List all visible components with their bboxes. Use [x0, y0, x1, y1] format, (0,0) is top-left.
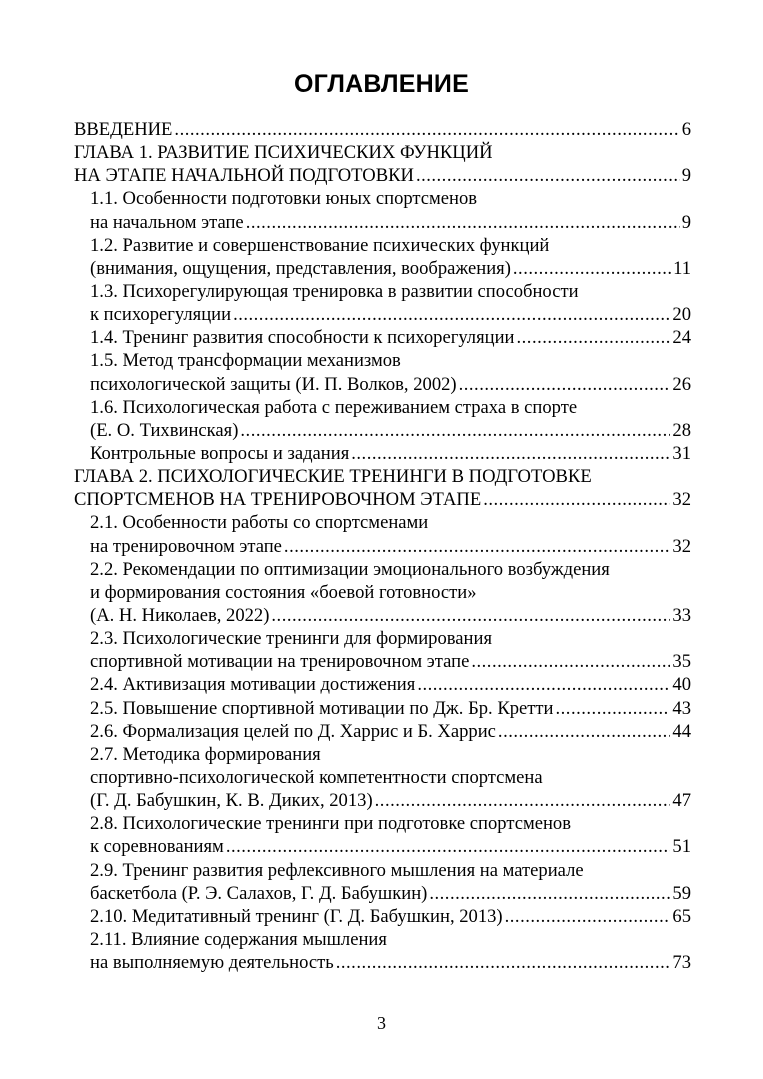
toc-entry-page: 33 [672, 604, 691, 626]
leader-dots [226, 835, 671, 858]
toc-entry-text: на выполняемую деятельность [90, 952, 334, 974]
toc-entry-text: 2.3. Психологические тренинги для формирования [90, 628, 492, 650]
toc-entry-page: 44 [672, 720, 691, 742]
toc-entry-page: 9 [681, 211, 691, 233]
toc-entry[interactable] [74, 558, 691, 581]
page-number: 3 [377, 1013, 386, 1033]
toc-entry-text: 2.11. Влияние содержания мышления [90, 928, 387, 950]
toc-entry[interactable] [74, 234, 691, 257]
toc-entry-page: 26 [672, 373, 691, 395]
toc-entry-text: психологической защиты (И. П. Волков, 2002) [90, 373, 457, 395]
toc-entry-text: 2.10. Медитативный тренинг (Г. Д. Бабушкин, 2013) [90, 905, 503, 927]
toc-entry-text: 2.8. Психологические тренинги при подготовке спортсменов [90, 813, 572, 835]
toc-entry-cont[interactable] [74, 789, 691, 812]
toc-entry[interactable] [74, 697, 691, 720]
leader-dots [483, 488, 670, 511]
toc-entry-page: 20 [672, 304, 691, 326]
toc-entry[interactable] [74, 928, 691, 951]
toc-title: ОГЛАВЛЕНИЕ [294, 70, 469, 98]
toc-entry-cont[interactable] [74, 535, 691, 558]
toc-entry-text: к соревнованиям [90, 836, 224, 858]
leader-dots [459, 373, 671, 396]
chapter-heading-cont[interactable] [74, 488, 691, 511]
toc-entry-page: 51 [672, 836, 691, 858]
chapter-heading[interactable] [74, 465, 691, 488]
toc-entry[interactable] [74, 812, 691, 835]
toc-entry-text: 1.2. Развитие и совершенствование психических функций [90, 234, 550, 256]
leader-dots [233, 303, 670, 326]
leader-dots [471, 650, 670, 673]
toc-entry-page: 11 [673, 257, 691, 279]
leader-dots [505, 905, 671, 928]
toc-entry-cont[interactable] [74, 766, 691, 789]
toc-entry[interactable] [74, 349, 691, 372]
toc-entry-text: спортивно-психологической компетентности спортсмена [90, 766, 543, 788]
toc-entry-cont[interactable] [74, 951, 691, 974]
toc-entry-cont[interactable] [74, 604, 691, 627]
toc-entry-text: НА ЭТАПЕ НАЧАЛЬНОЙ ПОДГОТОВКИ [74, 165, 414, 187]
toc-entry-cont[interactable] [74, 835, 691, 858]
toc-entry-page: 47 [672, 790, 691, 812]
leader-dots [556, 697, 671, 720]
toc-entry-cont[interactable] [74, 650, 691, 673]
toc-entry-text: (Г. Д. Бабушкин, К. В. Диких, 2013) [90, 790, 373, 812]
leader-dots [498, 720, 670, 743]
toc-entry-text: (А. Н. Николаев, 2022) [90, 604, 270, 626]
toc-entry-page: 32 [672, 489, 691, 511]
chapter-heading[interactable] [74, 141, 691, 164]
toc-entry-page: 6 [681, 119, 691, 140]
table-of-contents [74, 118, 691, 974]
toc-entry-text: 1.3. Психорегулирующая тренировка в развитии способности [90, 280, 579, 302]
toc-entry-text: 1.4. Тренинг развития способности к психорегуляции [90, 327, 515, 349]
toc-entry-text: 1.6. Психологическая работа с переживанием страха в спорте [90, 396, 578, 418]
toc-entry[interactable] [74, 280, 691, 303]
toc-entry-text: 2.1. Особенности работы со спортсменами [90, 512, 429, 534]
toc-entry-page: 40 [672, 674, 691, 696]
toc-entry-cont[interactable] [74, 211, 691, 234]
toc-entry-cont[interactable] [74, 257, 691, 280]
leader-dots [246, 211, 680, 234]
toc-entry-text: ГЛАВА 2. ПСИХОЛОГИЧЕСКИЕ ТРЕНИНГИ В ПОДГОТОВКЕ [74, 466, 592, 488]
toc-entry-cont[interactable] [74, 581, 691, 604]
toc-entry[interactable] [74, 627, 691, 650]
toc-entry-cont[interactable] [74, 419, 691, 442]
leader-dots [417, 673, 670, 696]
toc-entry-text: 2.2. Рекомендации по оптимизации эмоционального возбуждения [90, 558, 610, 580]
toc-entry-page: 32 [672, 535, 691, 557]
toc-entry[interactable] [74, 511, 691, 534]
toc-entry-page: 65 [672, 905, 691, 927]
toc-entry[interactable] [74, 905, 691, 928]
toc-entry[interactable] [74, 326, 691, 349]
toc-entry-cont[interactable] [74, 882, 691, 905]
toc-entry-text: 2.4. Активизация мотивации достижения [90, 674, 416, 696]
toc-entry-text: 2.7. Методика формирования [90, 743, 321, 765]
toc-entry-page: 24 [672, 327, 691, 349]
toc-entry-text: ВВЕДЕНИЕ [74, 119, 173, 140]
leader-dots [517, 326, 671, 349]
leader-dots [336, 951, 671, 974]
leader-dots [240, 419, 670, 442]
toc-entry-cont[interactable] [74, 373, 691, 396]
leader-dots [284, 535, 670, 558]
toc-entry-text: спортивной мотивации на тренировочном этапе [90, 651, 470, 673]
toc-entry-text: ГЛАВА 1. РАЗВИТИЕ ПСИХИЧЕСКИХ ФУНКЦИЙ [74, 142, 493, 164]
toc-entry-page: 35 [672, 651, 691, 673]
toc-entry[interactable] [74, 859, 691, 882]
leader-dots [351, 442, 670, 465]
toc-entry[interactable] [74, 118, 691, 141]
toc-entry-text: баскетбола (Р. Э. Салахов, Г. Д. Бабушкин) [90, 882, 428, 904]
leader-dots [375, 789, 671, 812]
toc-entry-page: 59 [672, 882, 691, 904]
toc-entry-page: 9 [681, 165, 691, 187]
toc-entry-page: 43 [672, 697, 691, 719]
leader-dots [416, 164, 680, 187]
toc-entry-text: на тренировочном этапе [90, 535, 282, 557]
toc-entry-text: 2.6. Формализация целей по Д. Харрис и Б. Харрис [90, 720, 496, 742]
chapter-heading-cont[interactable] [74, 164, 691, 187]
toc-entry[interactable] [74, 720, 691, 743]
leader-dots [513, 257, 671, 280]
toc-entry-text: (Е. О. Тихвинская) [90, 419, 239, 441]
toc-entry-text: 2.9. Тренинг развития рефлексивного мышления на материале [90, 859, 584, 881]
toc-entry-text: (внимания, ощущения, представления, воображения) [90, 257, 511, 279]
toc-entry-text: СПОРТСМЕНОВ НА ТРЕНИРОВОЧНОМ ЭТАПЕ [74, 489, 482, 511]
toc-entry-page: 31 [672, 442, 691, 464]
leader-dots [429, 882, 670, 905]
toc-entry-text: на начальном этапе [90, 211, 244, 233]
toc-entry[interactable] [74, 673, 691, 696]
toc-entry-page: 28 [672, 419, 691, 441]
toc-entry-text: 1.5. Метод трансформации механизмов [90, 350, 401, 372]
toc-entry-cont[interactable] [74, 303, 691, 326]
toc-entry[interactable] [74, 187, 691, 210]
leader-dots [271, 604, 670, 627]
toc-entry[interactable] [74, 442, 691, 465]
toc-entry-text: 2.5. Повышение спортивной мотивации по Дж. Бр. Кретти [90, 697, 554, 719]
leader-dots [174, 118, 679, 141]
toc-entry[interactable] [74, 396, 691, 419]
toc-entry-text: Контрольные вопросы и задания [90, 442, 350, 464]
toc-entry-text: и формирования состояния «боевой готовности» [90, 581, 477, 603]
toc-entry-page: 73 [672, 952, 691, 974]
toc-entry-text: к психорегуляции [90, 304, 232, 326]
toc-entry-text: 1.1. Особенности подготовки юных спортсменов [90, 188, 478, 210]
toc-entry[interactable] [74, 743, 691, 766]
